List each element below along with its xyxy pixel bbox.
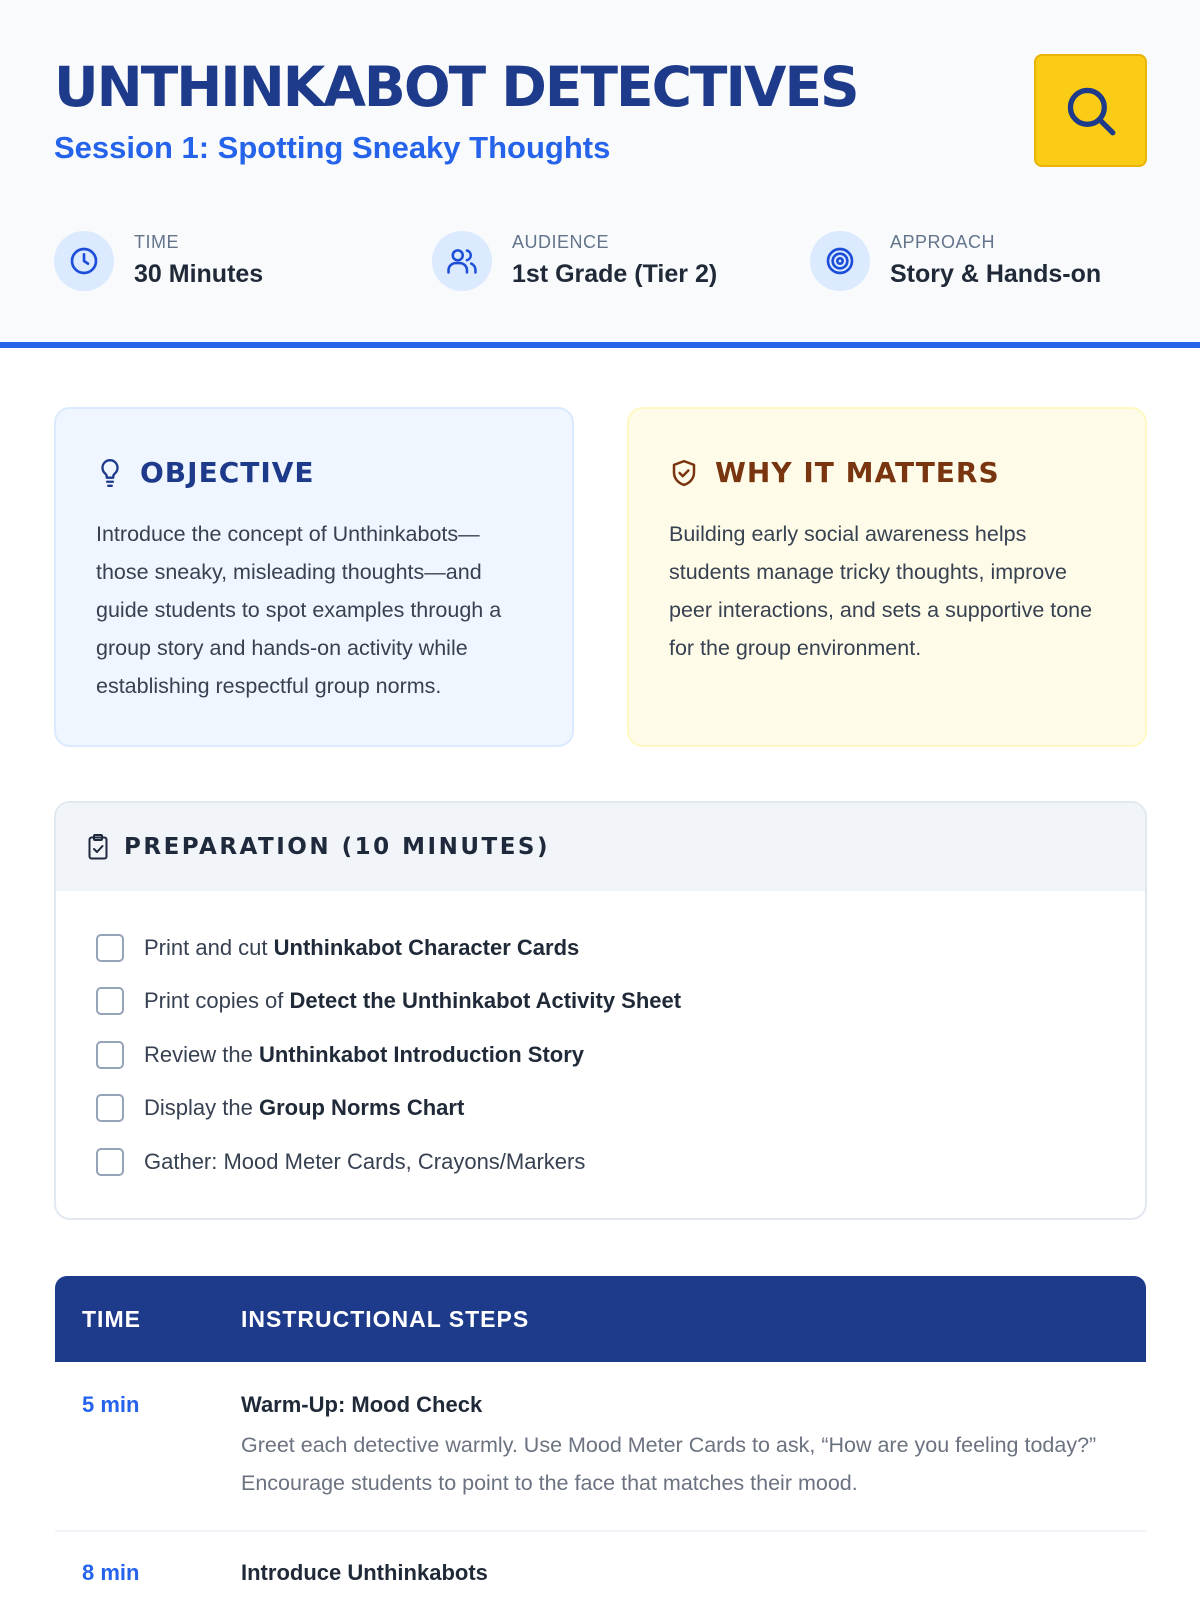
checklist-item bbox=[96, 921, 1145, 975]
checkbox[interactable] bbox=[96, 1094, 124, 1122]
meta-time bbox=[54, 230, 263, 292]
checklist-item bbox=[96, 1028, 1145, 1082]
checkbox[interactable] bbox=[96, 987, 124, 1015]
objective-card bbox=[54, 407, 574, 747]
checklist-item-text bbox=[144, 935, 579, 961]
clock-icon bbox=[54, 231, 114, 291]
search-button[interactable] bbox=[1034, 54, 1147, 167]
meta-label: APPROACH bbox=[890, 232, 996, 252]
checklist-item-text bbox=[144, 1042, 584, 1068]
step-title: Introduce Unthinkabots bbox=[241, 1560, 488, 1585]
checkbox[interactable] bbox=[96, 1148, 124, 1176]
objective-text: Introduce the concept of Unthinkabots—those sneaky, misleading thoughts—and guide students to spot examples through a group story and hands-on activity while establishing respectful group norms. bbox=[96, 522, 502, 698]
checkbox[interactable] bbox=[96, 1041, 124, 1069]
time-column-header: TIME bbox=[82, 1305, 141, 1332]
step-title: Warm-Up: Mood Check bbox=[241, 1392, 483, 1417]
meta-value: 1st Grade (Tier 2) bbox=[512, 260, 718, 288]
item-prefix: Print copies of bbox=[144, 988, 290, 1014]
why-heading bbox=[669, 453, 1105, 493]
item-prefix: Print and cut bbox=[144, 934, 274, 960]
checklist-item bbox=[96, 1135, 1145, 1189]
page-title: UNTHINKABOT DETECTIVES bbox=[54, 55, 858, 119]
shield-check-icon bbox=[669, 457, 699, 489]
meta-label: TIME bbox=[134, 232, 179, 252]
item-bold: Group Norms Chart bbox=[258, 1095, 465, 1121]
checkbox[interactable] bbox=[96, 934, 124, 962]
why-text: Building early social awareness helps students manage tricky thoughts, improve peer interactions, and sets a supportive tone for the group environment. bbox=[669, 522, 1093, 660]
users-icon bbox=[432, 231, 492, 291]
target-icon bbox=[810, 231, 870, 291]
item-prefix: Display the bbox=[144, 1095, 259, 1121]
steps-table bbox=[55, 1276, 1146, 1600]
page-header bbox=[0, 0, 1200, 348]
preparation-panel bbox=[54, 801, 1147, 1220]
meta-value: 30 Minutes bbox=[134, 260, 264, 288]
meta-label: AUDIENCE bbox=[512, 232, 610, 252]
preparation-checklist bbox=[56, 891, 1145, 1189]
meta-audience bbox=[432, 230, 717, 292]
meta-value: Story & Hands-on bbox=[890, 260, 1102, 288]
step-time: 8 min bbox=[82, 1560, 140, 1585]
step-time: 5 min bbox=[82, 1392, 140, 1417]
item-bold: Detect the Unthinkabot Activity Sheet bbox=[289, 988, 682, 1014]
search-icon bbox=[1062, 82, 1120, 140]
objective-title: OBJECTIVE bbox=[140, 456, 315, 489]
checklist-item bbox=[96, 1082, 1145, 1136]
steps-column-header: INSTRUCTIONAL STEPS bbox=[241, 1305, 530, 1332]
checklist-item-text bbox=[144, 1149, 585, 1175]
checklist-item bbox=[96, 975, 1145, 1029]
checklist-item-text bbox=[144, 988, 681, 1014]
item-bold: Unthinkabot Character Cards bbox=[273, 934, 580, 960]
preparation-title: PREPARATION (10 MINUTES) bbox=[124, 834, 550, 860]
meta-approach bbox=[810, 230, 1101, 292]
session-subtitle: Session 1: Spotting Sneaky Thoughts bbox=[54, 130, 611, 165]
why-it-matters-card bbox=[627, 407, 1147, 747]
why-title: WHY IT MATTERS bbox=[715, 456, 1000, 489]
checklist-item-text bbox=[144, 1095, 464, 1121]
lightbulb-icon bbox=[96, 456, 124, 490]
item-prefix: Gather: Mood Meter Cards, Crayons/Markers bbox=[144, 1148, 586, 1174]
item-prefix: Review the bbox=[144, 1041, 259, 1067]
step-description: Greet each detective warmly. Use Mood Meter Cards to ask, “How are you feeling today?” Encourage students to point to the face that matches their mood. bbox=[241, 1433, 1097, 1495]
table-row bbox=[55, 1362, 1146, 1532]
table-row bbox=[55, 1532, 1146, 1600]
clipboard-check-icon bbox=[86, 833, 110, 861]
item-bold: Unthinkabot Introduction Story bbox=[258, 1041, 585, 1067]
objective-heading bbox=[96, 453, 532, 493]
steps-table-header bbox=[55, 1276, 1146, 1362]
preparation-header bbox=[56, 803, 1145, 891]
